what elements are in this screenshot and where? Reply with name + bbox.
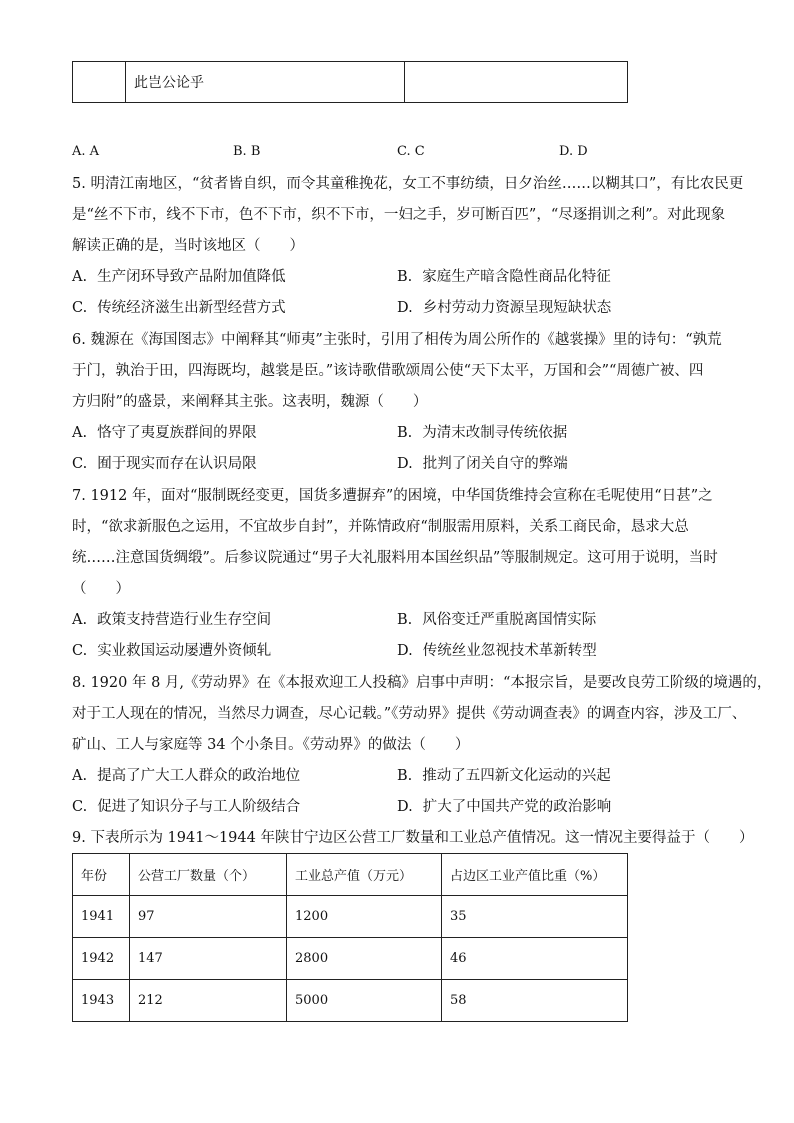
option-text: 传统丝业忽视技术革新转型: [422, 643, 597, 659]
q6-stem-line: 方归附”的盛景，来阐释其主张。这表明，魏源（ ）: [72, 394, 428, 410]
option-label: A.: [72, 269, 88, 285]
option-text: 促进了知识分子与工人阶级结合: [97, 799, 301, 815]
table-row: [73, 980, 628, 1022]
table-cell: 35: [442, 896, 628, 938]
option-label: D.: [397, 300, 413, 316]
option-text: 传统经济滋生出新型经营方式: [97, 300, 286, 316]
table-cell: 1941: [73, 896, 130, 938]
table-row: [73, 896, 628, 938]
table-cell: 1200: [287, 896, 442, 938]
option-label: B.: [397, 425, 413, 441]
q5-stem-line: 解读正确的是，当时该地区（ ）: [72, 238, 304, 254]
option-text: 批判了闭关自守的弊端: [422, 456, 568, 472]
q7-stem-line: 时，“欲求新服色之运用，不宜故步自封”，并陈情政府“制服需用原料，关系工商民命，恳求大总: [72, 519, 689, 535]
option-text: 恪守了夷夏族群间的界限: [97, 425, 257, 441]
q7-option-b: [397, 610, 596, 630]
option-label: B.: [397, 768, 413, 784]
option-label: D.: [397, 456, 413, 472]
q6-stem-line: 6. 魏源在《海国图志》中阐释其“师夷”主张时，引用了相传为周公所作的《越裳操》里的诗句：“孰荒: [72, 332, 722, 348]
option-text: 实业救国运动屡遭外资倾轧: [97, 643, 272, 659]
table-cell: 97: [130, 896, 287, 938]
option-label: A.: [72, 425, 88, 441]
option-label: A.: [72, 768, 88, 784]
q8-stem-line: 8. 1920 年 8 月,《劳动界》在《本报欢迎工人投稿》启事中声明：“本报宗旨，是要改良劳工阶级的境遇的，: [72, 675, 772, 691]
q6-option-c: [72, 454, 257, 474]
q8-option-d: [397, 797, 611, 817]
q6-option-a: [72, 423, 257, 443]
table-cell: 1942: [73, 938, 130, 980]
table-cell: 46: [442, 938, 628, 980]
q7-stem-line: （ ）: [72, 581, 130, 597]
q6-option-d: [397, 454, 568, 474]
table-header-cell: 公营工厂数量（个）: [130, 854, 287, 896]
q4-option-a: A. A: [72, 144, 100, 159]
table-cell: 1943: [73, 980, 130, 1022]
q5-stem-line: 是“丝不下市，线不下市，色不下市，织不下市，一妇之手，岁可断百匹”，“尽逐捐训之利”。对此现象: [72, 207, 726, 223]
q7-stem-line: 7. 1912 年，面对“服制既经变更，国货多遭摒弃”的困境，中华国货维持会宣称在毛呢使用“日甚”之: [72, 488, 713, 504]
q7-option-d: [397, 641, 597, 661]
q8-stem-line: 对于工人现在的情况，当然尽力调查，尽心记载。”《劳动界》提供《劳动调查表》的调查内容，涉及工厂、: [72, 706, 747, 722]
table-cell: 2800: [287, 938, 442, 980]
q7-option-c: [72, 641, 271, 661]
q8-option-c: [72, 797, 300, 817]
option-text: 家庭生产暗含隐性商品化特征: [422, 269, 611, 285]
option-label: A.: [72, 612, 88, 628]
table-cell: 5000: [287, 980, 442, 1022]
table-cell: 58: [442, 980, 628, 1022]
table-cell: [73, 62, 126, 103]
q4-option-c: C. C: [397, 144, 425, 159]
option-text: 政策支持营造行业生存空间: [97, 612, 272, 628]
table-header-row: [73, 854, 628, 896]
option-label: C.: [72, 643, 88, 659]
q8-option-b: [397, 766, 611, 786]
q8-option-a: [72, 766, 300, 786]
q9-stem-line: 9. 下表所示为 1941～1944 年陕甘宁边区公营工厂数量和工业总产值情况。这一情况主要得益于（ ）: [72, 830, 754, 846]
option-label: C.: [72, 799, 88, 815]
table-row: [73, 938, 628, 980]
table-header-cell: 年份: [73, 854, 130, 896]
option-text: 推动了五四新文化运动的兴起: [422, 768, 611, 784]
q7-option-a: [72, 610, 271, 630]
option-label: B.: [397, 612, 413, 628]
q8-stem-line: 矿山、工人与家庭等 34 个小条目。《劳动界》的做法（ ）: [72, 737, 470, 753]
table-cell: 此岂公论乎: [126, 62, 405, 103]
option-label: D.: [397, 643, 413, 659]
q4-option-b: B. B: [233, 144, 261, 159]
option-text: 生产闭环导致产品附加值降低: [97, 269, 286, 285]
q6-stem-line: 于门，孰治于田，四海既均，越裳是臣。”该诗歌借歌颂周公使“天下太平，万国和会”“周德广被、四: [72, 363, 704, 379]
top-table: [72, 61, 628, 103]
option-text: 风俗变迁严重脱离国情实际: [422, 612, 597, 628]
table-row: [73, 62, 628, 103]
q7-stem-line: 统……注意国货绸缎”。后参议院通过“男子大礼服料用本国丝织品”等服制规定。这可用于说明，当时: [72, 550, 718, 566]
q5-option-a: [72, 267, 286, 287]
option-label: C.: [72, 300, 88, 316]
q5-option-c: [72, 298, 286, 318]
option-label: B.: [397, 269, 413, 285]
q5-stem-line: 5. 明清江南地区，“贫者皆自织，而令其童稚挽花，女工不事纺绩，日夕治丝……以糊其口”，有比农民更: [72, 176, 744, 192]
industry-table: [72, 853, 628, 1022]
table-header-cell: 工业总产值（万元）: [287, 854, 442, 896]
q4-option-d: D. D: [559, 144, 588, 159]
option-text: 扩大了中国共产党的政治影响: [422, 799, 612, 815]
option-text: 提高了广大工人群众的政治地位: [97, 768, 301, 784]
option-label: C.: [72, 456, 88, 472]
option-label: D.: [397, 799, 413, 815]
table-cell: 147: [130, 938, 287, 980]
option-text: 囿于现实而存在认识局限: [97, 456, 257, 472]
option-text: 乡村劳动力资源呈现短缺状态: [422, 300, 612, 316]
table-header-cell: 占边区工业产值比重（%）: [442, 854, 628, 896]
table-cell: [405, 62, 628, 103]
q5-option-b: [397, 267, 611, 287]
option-text: 为清末改制寻传统依据: [422, 425, 568, 441]
table-cell: 212: [130, 980, 287, 1022]
q5-option-d: [397, 298, 611, 318]
q6-option-b: [397, 423, 567, 443]
